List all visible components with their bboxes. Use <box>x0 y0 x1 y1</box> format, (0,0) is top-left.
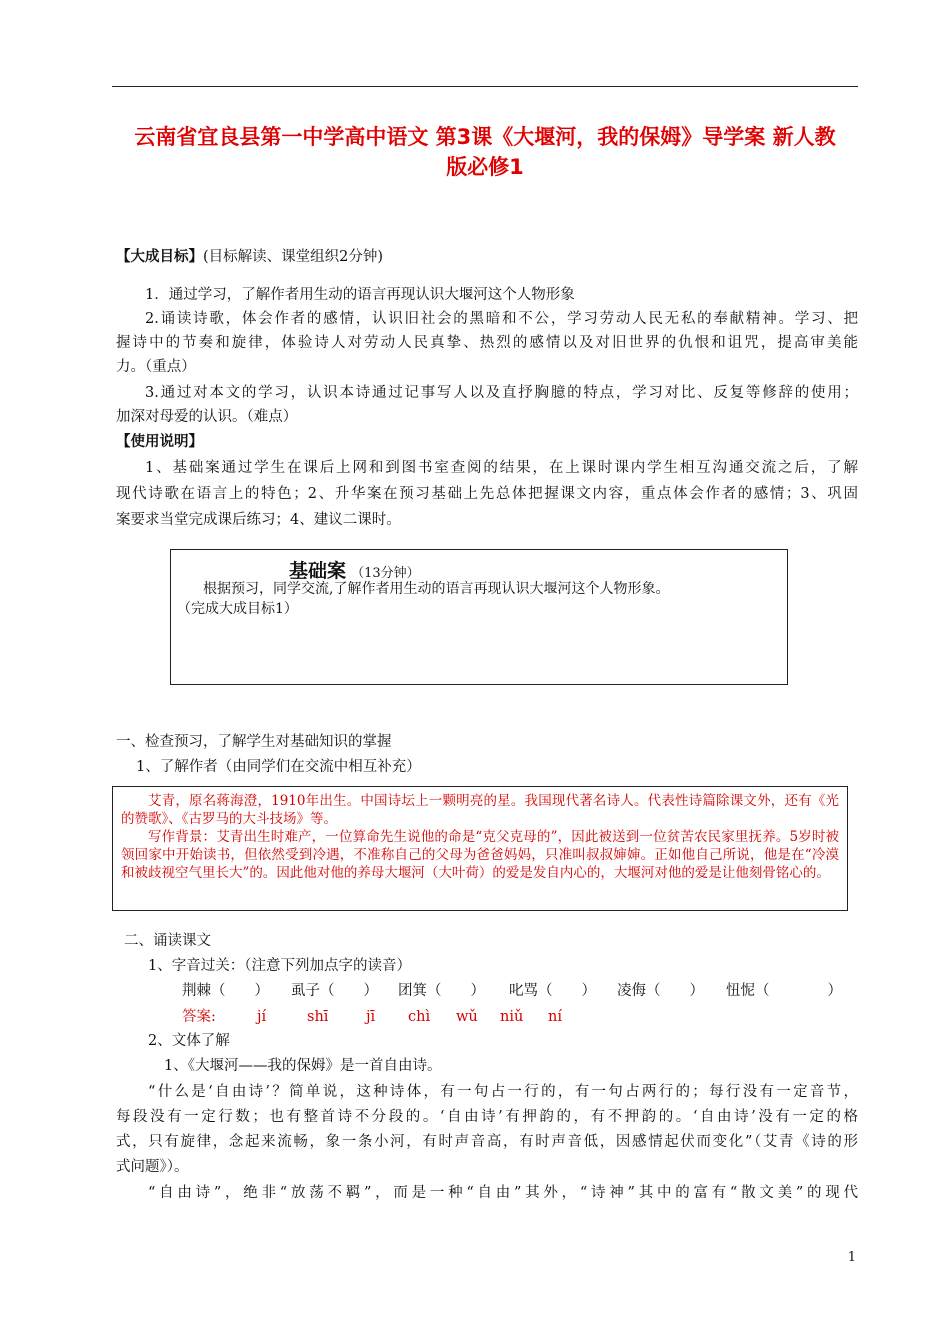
pinyin-item: shī <box>307 1009 329 1025</box>
usage-heading: 【使用说明】 <box>116 433 203 450</box>
goal-2-line-1: 2.诵读诗歌，体会作者的感情，认识旧社会的黑暗和不公，学习劳动人民无私的奉献精神。学习、把 <box>145 311 858 327</box>
basic-plan-title: 基础案 <box>289 560 347 582</box>
quote-line-4: 式问题》）。 <box>116 1159 189 1175</box>
author-info-box <box>112 786 848 911</box>
pinyin-item: chì <box>408 1009 431 1025</box>
pinyin-item: niǔ <box>500 1009 524 1025</box>
quote-line-1: “什么是‘自由诗’？简单说，这种诗体，有一句占一行的，有一句占两行的；每行没有一定音节， <box>148 1084 858 1100</box>
goals-note: (目标解读、课堂组织2分钟) <box>203 249 384 265</box>
section-2-item-1: 1、字音过关：（注意下列加点字的读音） <box>148 958 411 974</box>
word-item: 叱骂（ ） <box>509 983 596 999</box>
title-line-1: 云南省宜良县第一中学高中语文 第3课《大堰河，我的保姆》导学案 新人教 <box>134 125 836 149</box>
closing-line: “自由诗”，绝非“放荡不羁”，而是一种“自由”其外，“诗神”其中的富有“散文美”的现代 <box>148 1185 858 1201</box>
word-item: 荆棘（ ） <box>182 983 269 999</box>
author-paragraph-1: 艾青，原名蒋海澄，1910年出生。中国诗坛上一颗明亮的星。我国现代著名诗人。代表性诗篇除课文外，还有《光的赞歌》、《古罗马的大斗技场》等。 <box>121 793 839 827</box>
goal-2-line-3: 力。（重点） <box>116 359 196 375</box>
section-1-heading: 一、检查预习，了解学生对基础知识的掌握 <box>116 734 392 750</box>
basic-plan-time: （13分钟） <box>351 566 420 581</box>
word-item: 虱子（ ） <box>291 983 378 999</box>
section-1-item-1: 1、了解作者（由同学们在交流中相互补充） <box>136 759 421 775</box>
usage-line-1: 1、基础案通过学生在课后上网和到图书室查阅的结果，在上课时课内学生相互沟通交流之后，了解 <box>145 460 858 476</box>
word-item: 团箕（ ） <box>398 983 485 999</box>
goal-1: 1．通过学习，了解作者用生动的语言再现认识大堰河这个人物形象 <box>145 287 575 303</box>
quote-line-3: 式，只有旋律，念起来流畅，象一条小河，有时声音高，有时声音低，因感情起伏而变化”（艾青《诗的形 <box>116 1134 858 1150</box>
section-2-item-2: 2、文体了解 <box>148 1033 230 1049</box>
page-number: 1 <box>847 1250 856 1265</box>
basic-plan-line-1: 根据预习，同学交流,了解作者用生动的语言再现认识大堰河这个人物形象。 <box>203 581 670 597</box>
pinyin-item: ní <box>548 1009 562 1025</box>
goal-2-line-2: 握诗中的节奏和旋律，体验诗人对劳动人民真挚、热烈的感情以及对旧世界的仇恨和诅咒，提高审美能 <box>116 335 858 351</box>
title-line-2: 版必修1 <box>446 155 524 179</box>
goal-3-line-2: 加深对母爱的认识。（难点） <box>116 409 298 425</box>
document-title <box>100 122 870 182</box>
usage-line-3: 案要求当堂完成课后练习；4、建议二课时。 <box>116 512 401 528</box>
pinyin-item: wǔ <box>456 1009 478 1025</box>
free-verse-statement: 1、《大堰河——我的保姆》是一首自由诗。 <box>164 1058 442 1074</box>
header-rule <box>112 86 858 87</box>
word-item: 忸怩（ ） <box>726 983 842 999</box>
goals-heading: 【大成目标】 <box>116 248 203 265</box>
author-paragraph-2: 写作背景：艾青出生时难产，一位算命先生说他的命是“克父克母的”，因此被送到一位贫苦农民家里抚养。5岁时被领回家中开始读书，但依然受到冷遇，不准称自己的父母为爸爸妈妈，只准叫叔叔婶婶。正如他自己所说，他是在“冷漠和被歧视空气里长大”的。因此他对他的养母大堰河（大叶荷）的爱是发自内心的，大堰河对他的爱是让他刻骨铭心的。 <box>121 829 839 881</box>
answer-label: 答案: <box>182 1009 216 1025</box>
pinyin-item: jí <box>257 1009 267 1025</box>
usage-line-2: 现代诗歌在语言上的特色；2、升华案在预习基础上先总体把握课文内容，重点体会作者的感情；3、巩固 <box>116 486 858 502</box>
basic-plan-box <box>170 549 788 685</box>
quote-line-2: 每段没有一定行数；也有整首诗不分段的。‘自由诗’有押韵的，有不押韵的。‘自由诗’没有一定的格 <box>116 1109 858 1125</box>
goals-heading-line <box>116 246 383 268</box>
section-2-heading: 二、诵读课文 <box>124 933 211 949</box>
pinyin-item: jī <box>366 1009 376 1025</box>
goal-3-line-1: 3.通过对本文的学习，认识本诗通过记事写人以及直抒胸臆的特点，学习对比、反复等修辞的使用； <box>145 385 858 401</box>
word-item: 凌侮（ ） <box>617 983 704 999</box>
basic-plan-line-2: （完成大成目标1） <box>177 601 298 617</box>
